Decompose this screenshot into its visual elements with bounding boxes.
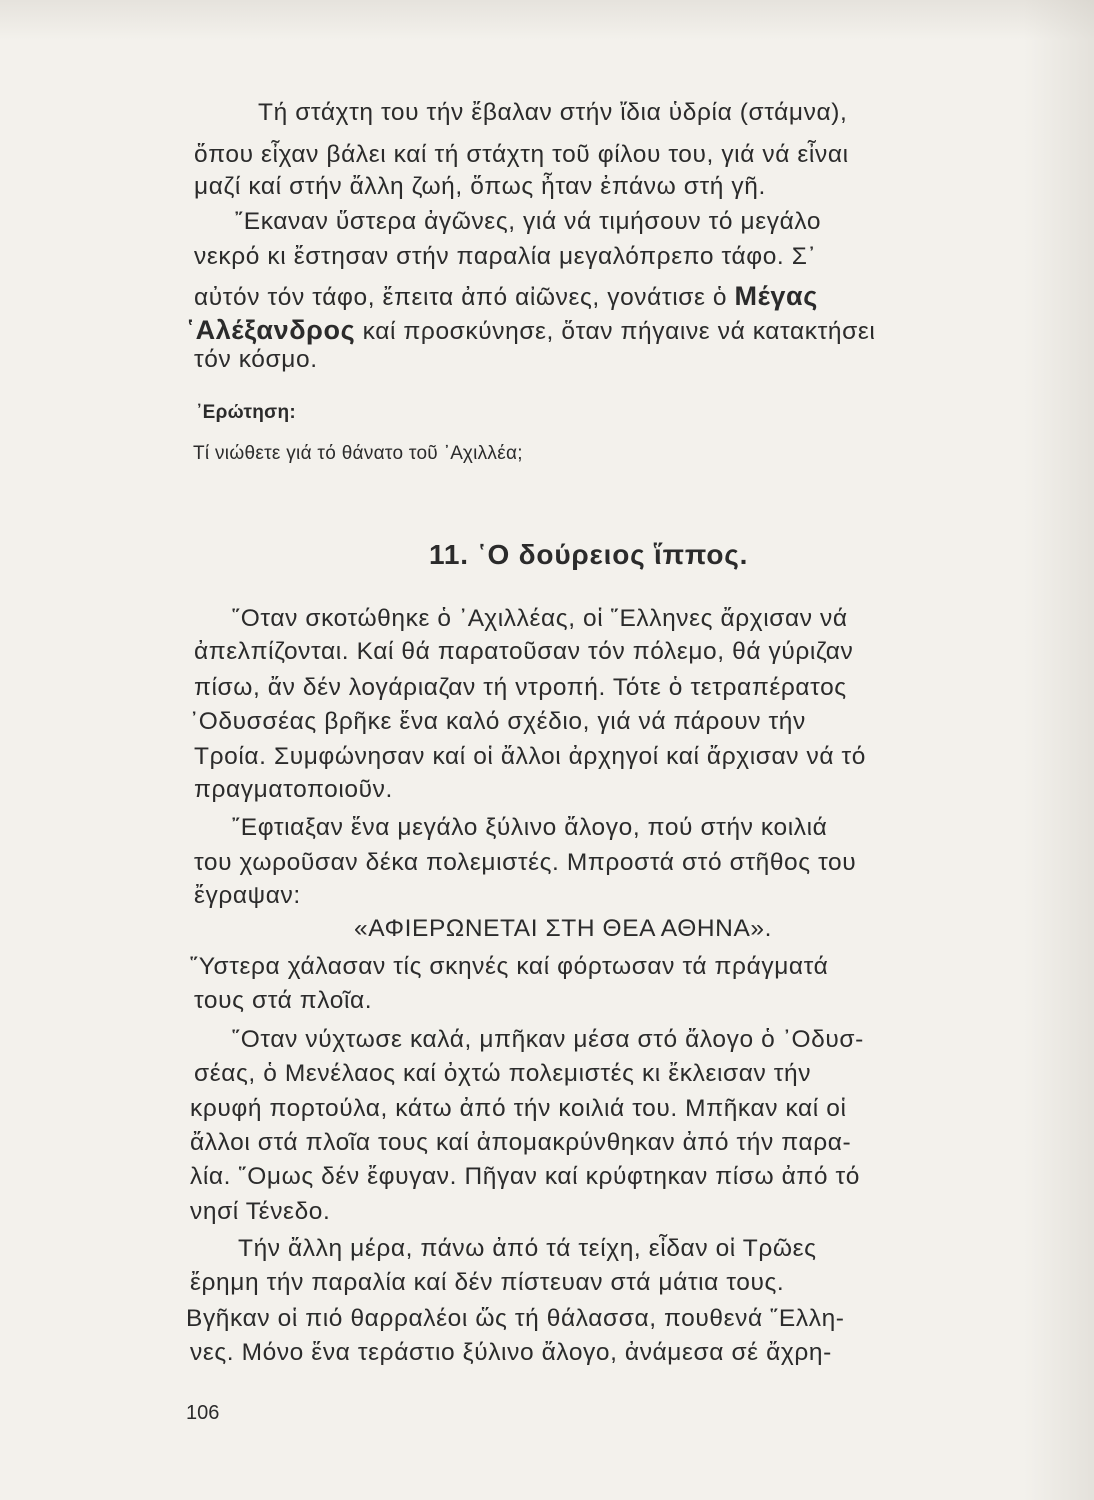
- inscription: «ΑΦΙΕΡΩΝΕΤΑΙ ΣΤΗ ΘΕΑ ΑΘΗΝΑ».: [354, 915, 773, 942]
- text-line: ἔρημη τήν παραλία καί δέν πίστευαν στά μάτια τους.: [190, 1269, 785, 1296]
- text-line: ἔγραψαν:: [194, 882, 301, 909]
- text-line: ῎Εφτιαξαν ἕνα μεγάλο ξύλινο ἄλογο, πού στήν κοιλιά: [232, 814, 828, 841]
- text-line: μαζί καί στήν ἄλλη ζωή, ὅπως ἦταν ἐπάνω στή γῆ.: [194, 173, 766, 200]
- question-label: ᾽Ερώτηση:: [196, 402, 296, 423]
- text-segment: αὐτόν τόν τάφο, ἔπειτα ἀπό αἰῶνες, γονάτισε ὁ: [194, 284, 728, 311]
- text-line: νεκρό κι ἔστησαν στήν παραλία μεγαλόπρεπο τάφο. Σ᾽: [194, 243, 817, 270]
- question-text: Τί νιώθετε γιά τό θάνατο τοῦ ᾽Αχιλλέα;: [193, 443, 523, 464]
- text-segment: καί προσκύνησε, ὅταν πήγαινε νά κατακτήσει: [362, 318, 876, 345]
- text-line: [194, 281, 818, 313]
- text-line: τους στά πλοῖα.: [194, 987, 373, 1014]
- page-number: 106: [186, 1402, 220, 1424]
- page-top-shadow: [0, 0, 1094, 40]
- text-line: Τήν ἄλλη μέρα, πάνω ἀπό τά τείχη, εἶδαν οἱ Τρῶες: [238, 1235, 817, 1262]
- text-line: ῞Υστερα χάλασαν τίς σκηνές καί φόρτωσαν τά πράγματά: [190, 953, 829, 980]
- page-binding-shadow: [1024, 0, 1094, 1500]
- text-line: [186, 315, 875, 347]
- section-title: 11. ῾Ο δούρειος ἵππος.: [429, 539, 749, 570]
- text-line: Τή στάχτη του τήν ἔβαλαν στήν ἴδια ὑδρία (στάμνα),: [258, 99, 848, 126]
- bold-name: Μέγας: [734, 281, 818, 311]
- text-line: κρυφή πορτούλα, κάτω ἀπό τήν κοιλιά του. Μπῆκαν καί οἱ: [190, 1095, 847, 1122]
- text-line: Τροία. Συμφώνησαν καί οἱ ἄλλοι ἀρχηγοί καί ἄρχισαν νά τό: [194, 743, 866, 770]
- text-line: Βγῆκαν οἱ πιό θαρραλέοι ὥς τή θάλασσα, πουθενά ῞Ελλη-: [186, 1305, 845, 1332]
- text-line: πίσω, ἄν δέν λογάριαζαν τή ντροπή. Τότε ὁ τετραπέρατος: [194, 674, 847, 701]
- text-line: ὅπου εἶχαν βάλει καί τή στάχτη τοῦ φίλου του, γιά νά εἶναι: [194, 141, 849, 168]
- text-line: σέας, ὁ Μενέλαος καί ὀχτώ πολεμιστές κι ἔκλεισαν τήν: [194, 1060, 812, 1087]
- text-line: πραγματοποιοῦν.: [194, 776, 393, 803]
- text-line: του χωροῦσαν δέκα πολεμιστές. Μπροστά στό στῆθος του: [194, 849, 857, 876]
- text-line: ῎Εκαναν ὕστερα ἀγῶνες, γιά νά τιμήσουν τό μεγάλο: [235, 208, 822, 235]
- text-line: ἀπελπίζονται. Καί θά παρατοῦσαν τόν πόλεμο, θά γύριζαν: [194, 638, 854, 665]
- text-line: ῞Οταν σκοτώθηκε ὁ ᾽Αχιλλέας, οἱ ῞Ελληνες ἄρχισαν νά: [232, 605, 848, 632]
- text-line: ἄλλοι στά πλοῖα τους καί ἀπομακρύνθηκαν ἀπό τήν παρα-: [190, 1129, 852, 1156]
- text-line: ᾽Οδυσσέας βρῆκε ἕνα καλό σχέδιο, γιά νά πάρουν τήν: [190, 708, 806, 735]
- text-line: νησί Τένεδο.: [190, 1198, 331, 1225]
- text-line: νες. Μόνο ἕνα τεράστιο ξύλινο ἄλογο, ἀνάμεσα σέ ἄχρη-: [190, 1339, 832, 1366]
- text-line: λία. ῞Ομως δέν ἔφυγαν. Πῆγαν καί κρύφτηκαν πίσω ἀπό τό: [190, 1163, 861, 1190]
- bold-name: ῾Αλέξανδρος: [186, 315, 356, 345]
- text-line: ῞Οταν νύχτωσε καλά, μπῆκαν μέσα στό ἄλογο ὁ ᾽Οδυσ-: [232, 1026, 864, 1053]
- text-line: τόν κόσμο.: [194, 346, 318, 373]
